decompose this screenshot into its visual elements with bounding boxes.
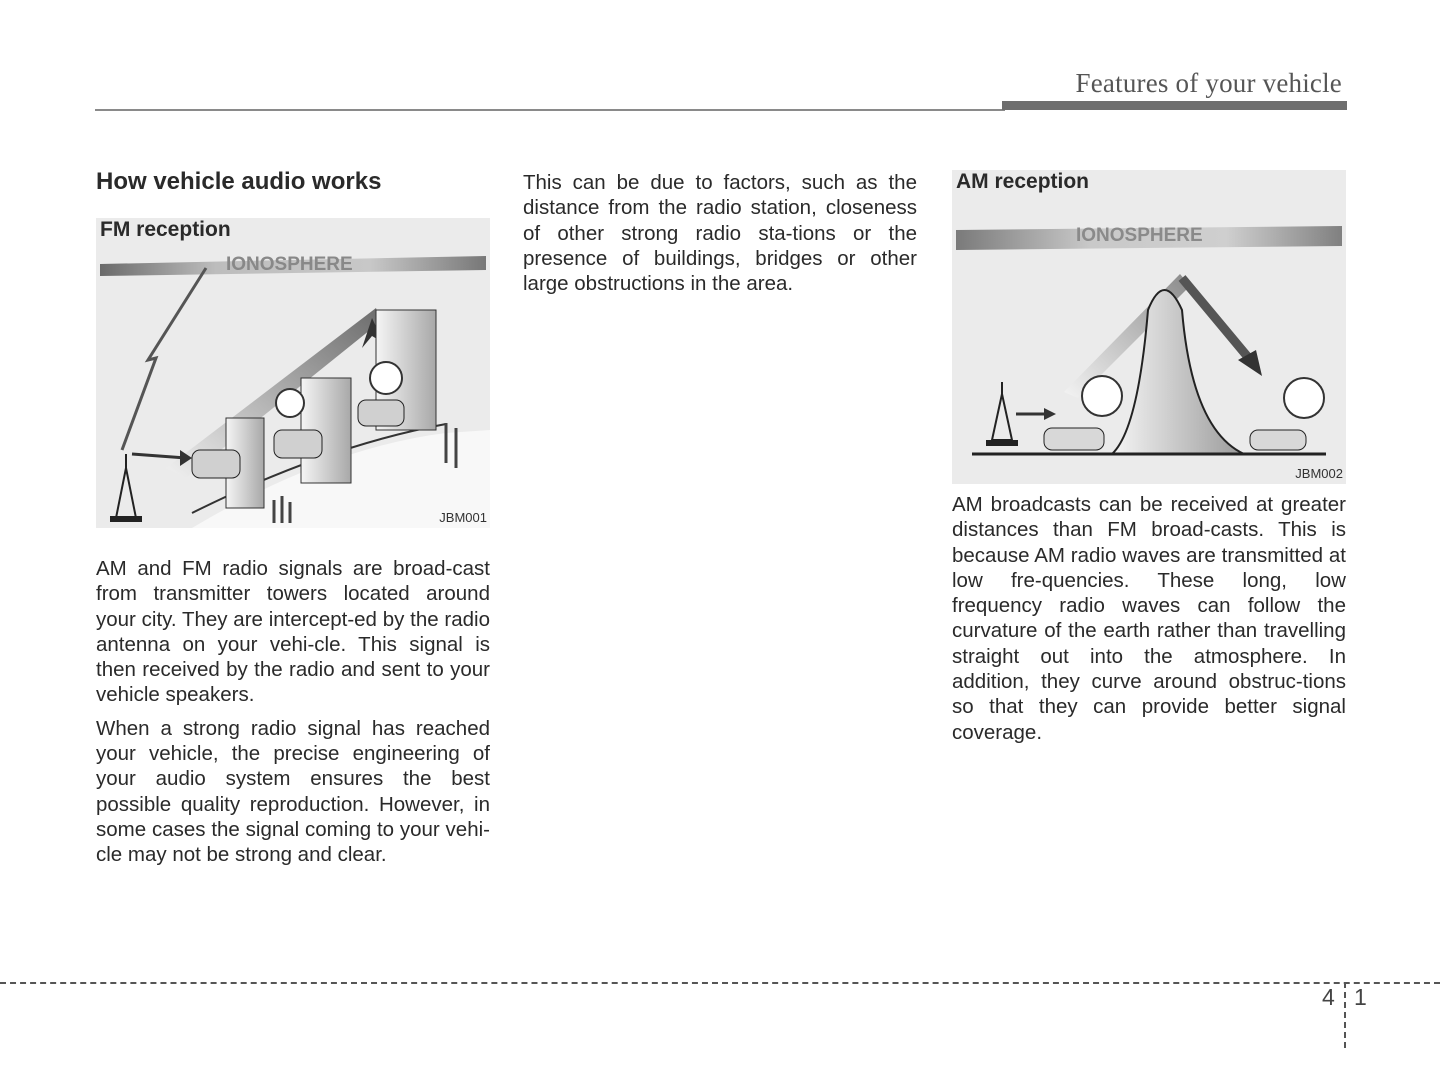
footer-dashed-rule	[0, 982, 1440, 984]
middle-column	[523, 170, 917, 296]
body-paragraph: AM and FM radio signals are broad-cast from transmitter towers located around your city. They are intercept-ed by the radio antenna on your vehi-cle. This signal is then received by the radio and sent to your vehicle speakers.	[96, 557, 490, 707]
header-bar	[1002, 101, 1347, 110]
fm-reception-label: FM reception	[100, 218, 231, 241]
section-heading: How vehicle audio works	[96, 168, 382, 195]
fm-reception-illustration	[96, 218, 490, 528]
page-chapter-number: 4	[1322, 984, 1335, 1010]
left-column	[96, 168, 490, 868]
body-paragraph: This can be due to factors, such as the distance from the radio station, closeness of other strong radio sta-tions or the presence of buildings, bridges or other large obstructions in the area.	[523, 171, 917, 296]
am-reception-figure	[952, 170, 1346, 484]
figure-code: JBM002	[1295, 466, 1343, 481]
right-column	[952, 170, 1346, 745]
running-header-title: Features of your vehicle	[1075, 68, 1342, 98]
ionosphere-label: IONOSPHERE	[226, 254, 353, 275]
ionosphere-label: IONOSPHERE	[1076, 225, 1203, 246]
am-reception-illustration	[952, 170, 1346, 484]
footer-page-divider	[1344, 982, 1346, 1048]
header-rule	[95, 109, 1005, 111]
fm-reception-figure	[96, 218, 490, 528]
figure-code: JBM001	[439, 510, 487, 525]
page-number: 1	[1354, 984, 1367, 1010]
am-reception-label: AM reception	[956, 170, 1090, 193]
body-paragraph: When a strong radio signal has reached your vehicle, the precise engineering of your audio system ensures the best possible quality reproduction. However, in some cases the signal coming to your vehi-cle may not be strong and clear.	[96, 716, 490, 867]
body-paragraph: AM broadcasts can be received at greater distances than FM broad-casts. This is because AM radio waves are transmitted at low fre-quencies. These long, low frequency radio waves can follow the curvature of the earth rather than travelling straight out into the atmosphere. In addition, they curve around obstruc-tions so that they can provide better signal coverage.	[952, 493, 1346, 744]
